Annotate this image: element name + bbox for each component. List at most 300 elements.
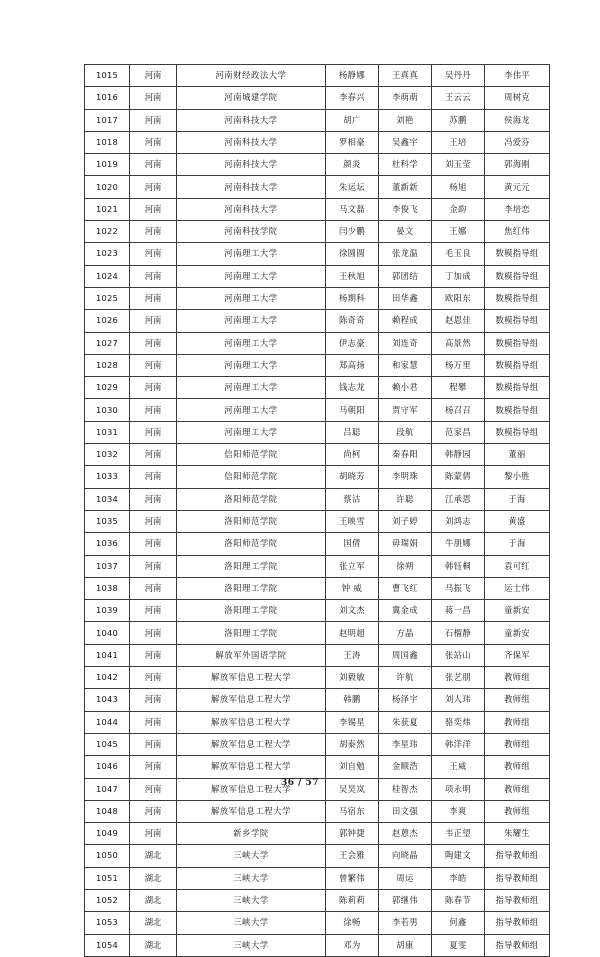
- cell-id: 1021: [85, 198, 130, 220]
- cell-member-3: 张站山: [432, 644, 485, 666]
- cell-member-3: 韩钰桐: [432, 555, 485, 577]
- table-row: [85, 287, 550, 309]
- cell-member-1: 吴昊岚: [326, 778, 379, 800]
- cell-member-1: 钱志龙: [326, 377, 379, 399]
- cell-id: 1054: [85, 934, 130, 956]
- cell-member-3: 夏雯: [432, 934, 485, 956]
- roster-table-body: [85, 65, 550, 957]
- cell-member-2: 许聪: [379, 488, 432, 510]
- table-row: [85, 555, 550, 577]
- table-row: [85, 154, 550, 176]
- cell-member-3: 韩静园: [432, 444, 485, 466]
- cell-id: 1024: [85, 265, 130, 287]
- cell-province: 河南: [130, 176, 177, 198]
- cell-school: 解放军信息工程大学: [177, 778, 326, 800]
- cell-member-2: 周国鑫: [379, 644, 432, 666]
- cell-id: 1020: [85, 176, 130, 198]
- cell-school: 解放军信息工程大学: [177, 733, 326, 755]
- cell-school: 信阳师范学院: [177, 444, 326, 466]
- cell-id: 1047: [85, 778, 130, 800]
- table-row: [85, 377, 550, 399]
- cell-province: 河南: [130, 421, 177, 443]
- cell-school: 洛阳理工学院: [177, 555, 326, 577]
- cell-member-3: 丁加成: [432, 265, 485, 287]
- cell-member-1: 王会雅: [326, 845, 379, 867]
- cell-school: 河南科技学院: [177, 221, 326, 243]
- cell-id: 1026: [85, 310, 130, 332]
- cell-advisor: 指导教师组: [485, 867, 550, 889]
- table-row: [85, 131, 550, 153]
- cell-advisor: 于海: [485, 488, 550, 510]
- cell-member-3: 程攀: [432, 377, 485, 399]
- cell-school: 洛阳理工学院: [177, 577, 326, 599]
- table-row: [85, 533, 550, 555]
- table-row: [85, 332, 550, 354]
- table-row: [85, 510, 550, 532]
- cell-member-3: 韩洋洋: [432, 733, 485, 755]
- cell-advisor: 郭海刚: [485, 154, 550, 176]
- cell-province: 河南: [130, 310, 177, 332]
- cell-id: 1030: [85, 399, 130, 421]
- cell-id: 1048: [85, 800, 130, 822]
- cell-member-2: 田华鑫: [379, 287, 432, 309]
- cell-id: 1015: [85, 65, 130, 87]
- cell-member-3: 高景然: [432, 332, 485, 354]
- cell-school: 三峡大学: [177, 934, 326, 956]
- cell-province: 河南: [130, 399, 177, 421]
- cell-id: 1031: [85, 421, 130, 443]
- cell-member-1: 王映雪: [326, 510, 379, 532]
- cell-school: 解放军信息工程大学: [177, 711, 326, 733]
- cell-id: 1034: [85, 488, 130, 510]
- cell-id: 1017: [85, 109, 130, 131]
- cell-member-3: 金韵: [432, 198, 485, 220]
- cell-member-1: 徐圆圆: [326, 243, 379, 265]
- cell-member-2: 方晶: [379, 622, 432, 644]
- table-row: [85, 867, 550, 889]
- cell-member-1: 韩鹏: [326, 689, 379, 711]
- cell-member-3: 杨旭: [432, 176, 485, 198]
- cell-member-1: 张立军: [326, 555, 379, 577]
- cell-member-1: 伊志豪: [326, 332, 379, 354]
- cell-province: 河南: [130, 198, 177, 220]
- table-row: [85, 912, 550, 934]
- table-row: [85, 756, 550, 778]
- cell-province: 河南: [130, 555, 177, 577]
- cell-advisor: 数模指导组: [485, 421, 550, 443]
- cell-advisor: 教师组: [485, 800, 550, 822]
- cell-member-2: 毋瑞娟: [379, 533, 432, 555]
- cell-school: 河南理工大学: [177, 332, 326, 354]
- cell-id: 1029: [85, 377, 130, 399]
- cell-member-2: 王真真: [379, 65, 432, 87]
- cell-id: 1039: [85, 600, 130, 622]
- cell-school: 河南理工大学: [177, 377, 326, 399]
- cell-member-1: 马文磊: [326, 198, 379, 220]
- cell-member-1: 郭钟捷: [326, 823, 379, 845]
- cell-member-2: 李萌萌: [379, 87, 432, 109]
- table-row: [85, 823, 550, 845]
- cell-member-3: 杨万里: [432, 354, 485, 376]
- cell-province: 河南: [130, 800, 177, 822]
- cell-member-1: 徐畅: [326, 912, 379, 934]
- cell-member-1: 曾繁伟: [326, 867, 379, 889]
- cell-advisor: 指导教师组: [485, 889, 550, 911]
- table-row: [85, 711, 550, 733]
- cell-member-3: 范家昌: [432, 421, 485, 443]
- cell-member-2: 李若男: [379, 912, 432, 934]
- cell-id: 1019: [85, 154, 130, 176]
- table-row: [85, 845, 550, 867]
- cell-id: 1053: [85, 912, 130, 934]
- cell-school: 洛阳师范学院: [177, 488, 326, 510]
- cell-advisor: 童新安: [485, 622, 550, 644]
- cell-member-3: 王娜: [432, 221, 485, 243]
- cell-advisor: 焦红伟: [485, 221, 550, 243]
- cell-member-1: 吕聪: [326, 421, 379, 443]
- cell-advisor: 教师组: [485, 778, 550, 800]
- cell-id: 1023: [85, 243, 130, 265]
- cell-member-3: 杨召召: [432, 399, 485, 421]
- cell-advisor: 齐保军: [485, 644, 550, 666]
- cell-advisor: 教师组: [485, 667, 550, 689]
- cell-member-2: 晏文: [379, 221, 432, 243]
- cell-advisor: 指导教师组: [485, 912, 550, 934]
- cell-member-2: 刘子婷: [379, 510, 432, 532]
- cell-id: 1037: [85, 555, 130, 577]
- cell-advisor: 数模指导组: [485, 287, 550, 309]
- cell-member-2: 刘连奇: [379, 332, 432, 354]
- cell-member-1: 尚柯: [326, 444, 379, 466]
- cell-member-3: 李皓: [432, 867, 485, 889]
- table-row: [85, 444, 550, 466]
- cell-member-3: 王培: [432, 131, 485, 153]
- table-row: [85, 889, 550, 911]
- cell-member-3: 项永明: [432, 778, 485, 800]
- cell-id: 1038: [85, 577, 130, 599]
- cell-province: 河南: [130, 689, 177, 711]
- cell-member-2: 许航: [379, 667, 432, 689]
- cell-id: 1049: [85, 823, 130, 845]
- cell-member-1: 马宿东: [326, 800, 379, 822]
- cell-member-3: 陈春节: [432, 889, 485, 911]
- cell-school: 洛阳师范学院: [177, 510, 326, 532]
- cell-province: 河南: [130, 109, 177, 131]
- cell-province: 湖北: [130, 912, 177, 934]
- cell-member-2: 冀金成: [379, 600, 432, 622]
- cell-province: 河南: [130, 510, 177, 532]
- cell-member-1: 罗相豪: [326, 131, 379, 153]
- cell-member-3: 吴丹丹: [432, 65, 485, 87]
- cell-province: 河南: [130, 131, 177, 153]
- cell-member-1: 王涛: [326, 644, 379, 666]
- cell-member-1: 马朝阳: [326, 399, 379, 421]
- cell-member-3: 陈蒙倩: [432, 466, 485, 488]
- cell-member-3: 骆奕炜: [432, 711, 485, 733]
- cell-school: 河南财经政法大学: [177, 65, 326, 87]
- cell-advisor: 教师组: [485, 733, 550, 755]
- cell-member-2: 贾守军: [379, 399, 432, 421]
- cell-member-1: 赵明超: [326, 622, 379, 644]
- cell-id: 1028: [85, 354, 130, 376]
- cell-school: 解放军信息工程大学: [177, 667, 326, 689]
- cell-school: 河南理工大学: [177, 265, 326, 287]
- cell-school: 河南理工大学: [177, 243, 326, 265]
- cell-advisor: 运士伟: [485, 577, 550, 599]
- cell-advisor: 教师组: [485, 756, 550, 778]
- table-row: [85, 934, 550, 956]
- roster-table: [84, 64, 550, 957]
- cell-member-3: 刘人玮: [432, 689, 485, 711]
- cell-member-2: 胡康: [379, 934, 432, 956]
- cell-province: 河南: [130, 221, 177, 243]
- cell-id: 1046: [85, 756, 130, 778]
- cell-member-1: 杨静娜: [326, 65, 379, 87]
- cell-id: 1044: [85, 711, 130, 733]
- cell-school: 解放军信息工程大学: [177, 689, 326, 711]
- table-row: [85, 800, 550, 822]
- cell-id: 1025: [85, 287, 130, 309]
- cell-advisor: 李培恋: [485, 198, 550, 220]
- cell-school: 河南城建学院: [177, 87, 326, 109]
- cell-member-3: 赵恩佳: [432, 310, 485, 332]
- cell-province: 河南: [130, 377, 177, 399]
- cell-advisor: 数模指导组: [485, 265, 550, 287]
- cell-member-2: 赵蒽杰: [379, 823, 432, 845]
- cell-advisor: 冯爱芬: [485, 131, 550, 153]
- cell-province: 河南: [130, 577, 177, 599]
- cell-advisor: 于海: [485, 533, 550, 555]
- cell-member-1: 李春兴: [326, 87, 379, 109]
- cell-province: 湖北: [130, 867, 177, 889]
- cell-id: 1045: [85, 733, 130, 755]
- roster-table-container: [84, 64, 539, 957]
- cell-member-1: 胡泰然: [326, 733, 379, 755]
- cell-school: 洛阳理工学院: [177, 600, 326, 622]
- cell-id: 1033: [85, 466, 130, 488]
- cell-school: 河南科技大学: [177, 109, 326, 131]
- cell-member-3: 刘玉莹: [432, 154, 485, 176]
- table-row: [85, 644, 550, 666]
- cell-member-1: 邓为: [326, 934, 379, 956]
- table-row: [85, 667, 550, 689]
- cell-id: 1016: [85, 87, 130, 109]
- cell-province: 河南: [130, 600, 177, 622]
- cell-member-2: 郭团结: [379, 265, 432, 287]
- table-row: [85, 600, 550, 622]
- cell-province: 河南: [130, 466, 177, 488]
- cell-member-2: 李俊飞: [379, 198, 432, 220]
- cell-member-3: 马振飞: [432, 577, 485, 599]
- cell-member-1: 陈莉莉: [326, 889, 379, 911]
- table-row: [85, 689, 550, 711]
- cell-member-1: 李锡星: [326, 711, 379, 733]
- cell-school: 三峡大学: [177, 867, 326, 889]
- cell-member-2: 桂智杰: [379, 778, 432, 800]
- cell-member-1: 钟 威: [326, 577, 379, 599]
- cell-member-1: 国倩: [326, 533, 379, 555]
- cell-member-2: 曹飞红: [379, 577, 432, 599]
- cell-school: 河南科技大学: [177, 154, 326, 176]
- cell-member-3: 江承恩: [432, 488, 485, 510]
- cell-advisor: 李伟平: [485, 65, 550, 87]
- cell-id: 1032: [85, 444, 130, 466]
- cell-school: 河南理工大学: [177, 421, 326, 443]
- cell-province: 河南: [130, 756, 177, 778]
- cell-member-1: 王秋旭: [326, 265, 379, 287]
- cell-member-1: 刘毅敏: [326, 667, 379, 689]
- cell-province: 河南: [130, 354, 177, 376]
- cell-id: 1035: [85, 510, 130, 532]
- cell-province: 河南: [130, 65, 177, 87]
- cell-id: 1040: [85, 622, 130, 644]
- cell-id: 1043: [85, 689, 130, 711]
- cell-member-1: 朱运坛: [326, 176, 379, 198]
- cell-member-2: 和家慧: [379, 354, 432, 376]
- cell-member-3: 王云云: [432, 87, 485, 109]
- cell-id: 1050: [85, 845, 130, 867]
- cell-advisor: 数模指导组: [485, 399, 550, 421]
- table-row: [85, 176, 550, 198]
- cell-member-1: 陈奇奇: [326, 310, 379, 332]
- cell-province: 河南: [130, 444, 177, 466]
- cell-member-1: 胡晓芳: [326, 466, 379, 488]
- table-row: [85, 243, 550, 265]
- cell-school: 河南理工大学: [177, 287, 326, 309]
- cell-advisor: 袁可红: [485, 555, 550, 577]
- table-row: [85, 65, 550, 87]
- cell-id: 1022: [85, 221, 130, 243]
- cell-member-2: 刘艳: [379, 109, 432, 131]
- cell-province: 河南: [130, 823, 177, 845]
- cell-advisor: 侯海龙: [485, 109, 550, 131]
- table-row: [85, 265, 550, 287]
- cell-id: 1042: [85, 667, 130, 689]
- cell-advisor: 朱耀生: [485, 823, 550, 845]
- cell-school: 解放军信息工程大学: [177, 756, 326, 778]
- cell-member-2: 杜科学: [379, 154, 432, 176]
- cell-id: 1041: [85, 644, 130, 666]
- cell-advisor: 教师组: [485, 689, 550, 711]
- cell-advisor: 数模指导组: [485, 243, 550, 265]
- cell-advisor: 数模指导组: [485, 332, 550, 354]
- cell-member-3: 牛朋娜: [432, 533, 485, 555]
- table-row: [85, 399, 550, 421]
- cell-school: 解放军外国语学院: [177, 644, 326, 666]
- cell-advisor: 数模指导组: [485, 354, 550, 376]
- cell-member-1: 闫少鹏: [326, 221, 379, 243]
- cell-member-3: 张艺朋: [432, 667, 485, 689]
- cell-advisor: 周树克: [485, 87, 550, 109]
- cell-member-2: 杨泽宇: [379, 689, 432, 711]
- cell-school: 三峡大学: [177, 845, 326, 867]
- cell-province: 河南: [130, 778, 177, 800]
- cell-member-3: 何鑫: [432, 912, 485, 934]
- cell-province: 河南: [130, 711, 177, 733]
- cell-member-1: 刘自勉: [326, 756, 379, 778]
- cell-member-3: 刘鸿志: [432, 510, 485, 532]
- cell-advisor: 童新安: [485, 600, 550, 622]
- cell-school: 河南科技大学: [177, 198, 326, 220]
- table-row: [85, 488, 550, 510]
- table-row: [85, 221, 550, 243]
- cell-province: 河南: [130, 243, 177, 265]
- table-row: [85, 733, 550, 755]
- table-row: [85, 466, 550, 488]
- cell-member-2: 李明珠: [379, 466, 432, 488]
- cell-advisor: 指导教师组: [485, 934, 550, 956]
- cell-school: 河南科技大学: [177, 131, 326, 153]
- cell-province: 湖北: [130, 845, 177, 867]
- cell-id: 1036: [85, 533, 130, 555]
- cell-province: 湖北: [130, 889, 177, 911]
- cell-member-2: 金顺浩: [379, 756, 432, 778]
- cell-school: 河南理工大学: [177, 310, 326, 332]
- cell-province: 河南: [130, 87, 177, 109]
- cell-school: 信阳师范学院: [177, 466, 326, 488]
- table-row: [85, 577, 550, 599]
- cell-id: 1051: [85, 867, 130, 889]
- cell-advisor: 数模指导组: [485, 377, 550, 399]
- cell-member-3: 陶建文: [432, 845, 485, 867]
- cell-province: 河南: [130, 488, 177, 510]
- cell-member-2: 朱获夏: [379, 711, 432, 733]
- cell-school: 洛阳师范学院: [177, 533, 326, 555]
- cell-advisor: 数模指导组: [485, 310, 550, 332]
- cell-member-1: 杨期科: [326, 287, 379, 309]
- cell-member-2: 郭继伟: [379, 889, 432, 911]
- cell-province: 河南: [130, 287, 177, 309]
- cell-member-3: 苏鹏: [432, 109, 485, 131]
- cell-province: 河南: [130, 154, 177, 176]
- cell-province: 湖北: [130, 934, 177, 956]
- cell-school: 河南理工大学: [177, 399, 326, 421]
- cell-province: 河南: [130, 265, 177, 287]
- cell-province: 河南: [130, 533, 177, 555]
- table-row: [85, 87, 550, 109]
- cell-school: 三峡大学: [177, 912, 326, 934]
- cell-school: 三峡大学: [177, 889, 326, 911]
- cell-school: 新乡学院: [177, 823, 326, 845]
- table-row: [85, 198, 550, 220]
- page-number-footer: 36 / 57: [280, 778, 320, 788]
- table-row: [85, 310, 550, 332]
- cell-advisor: 黄元元: [485, 176, 550, 198]
- cell-member-2: 吴鑫宇: [379, 131, 432, 153]
- cell-member-2: 赖小君: [379, 377, 432, 399]
- cell-advisor: 指导教师组: [485, 845, 550, 867]
- cell-member-3: 欧阳东: [432, 287, 485, 309]
- cell-id: 1052: [85, 889, 130, 911]
- cell-member-2: 周运: [379, 867, 432, 889]
- cell-advisor: 黎小胜: [485, 466, 550, 488]
- cell-member-2: 徐朔: [379, 555, 432, 577]
- cell-school: 解放军信息工程大学: [177, 800, 326, 822]
- cell-school: 河南理工大学: [177, 354, 326, 376]
- cell-school: 河南科技大学: [177, 176, 326, 198]
- cell-province: 河南: [130, 667, 177, 689]
- cell-id: 1018: [85, 131, 130, 153]
- cell-advisor: 黄盛: [485, 510, 550, 532]
- cell-advisor: 教师组: [485, 711, 550, 733]
- cell-member-3: 李爽: [432, 800, 485, 822]
- cell-member-3: 韦正望: [432, 823, 485, 845]
- cell-member-2: 田文强: [379, 800, 432, 822]
- cell-province: 河南: [130, 622, 177, 644]
- cell-member-1: 刘文杰: [326, 600, 379, 622]
- cell-member-3: 王威: [432, 756, 485, 778]
- cell-member-3: 石榴静: [432, 622, 485, 644]
